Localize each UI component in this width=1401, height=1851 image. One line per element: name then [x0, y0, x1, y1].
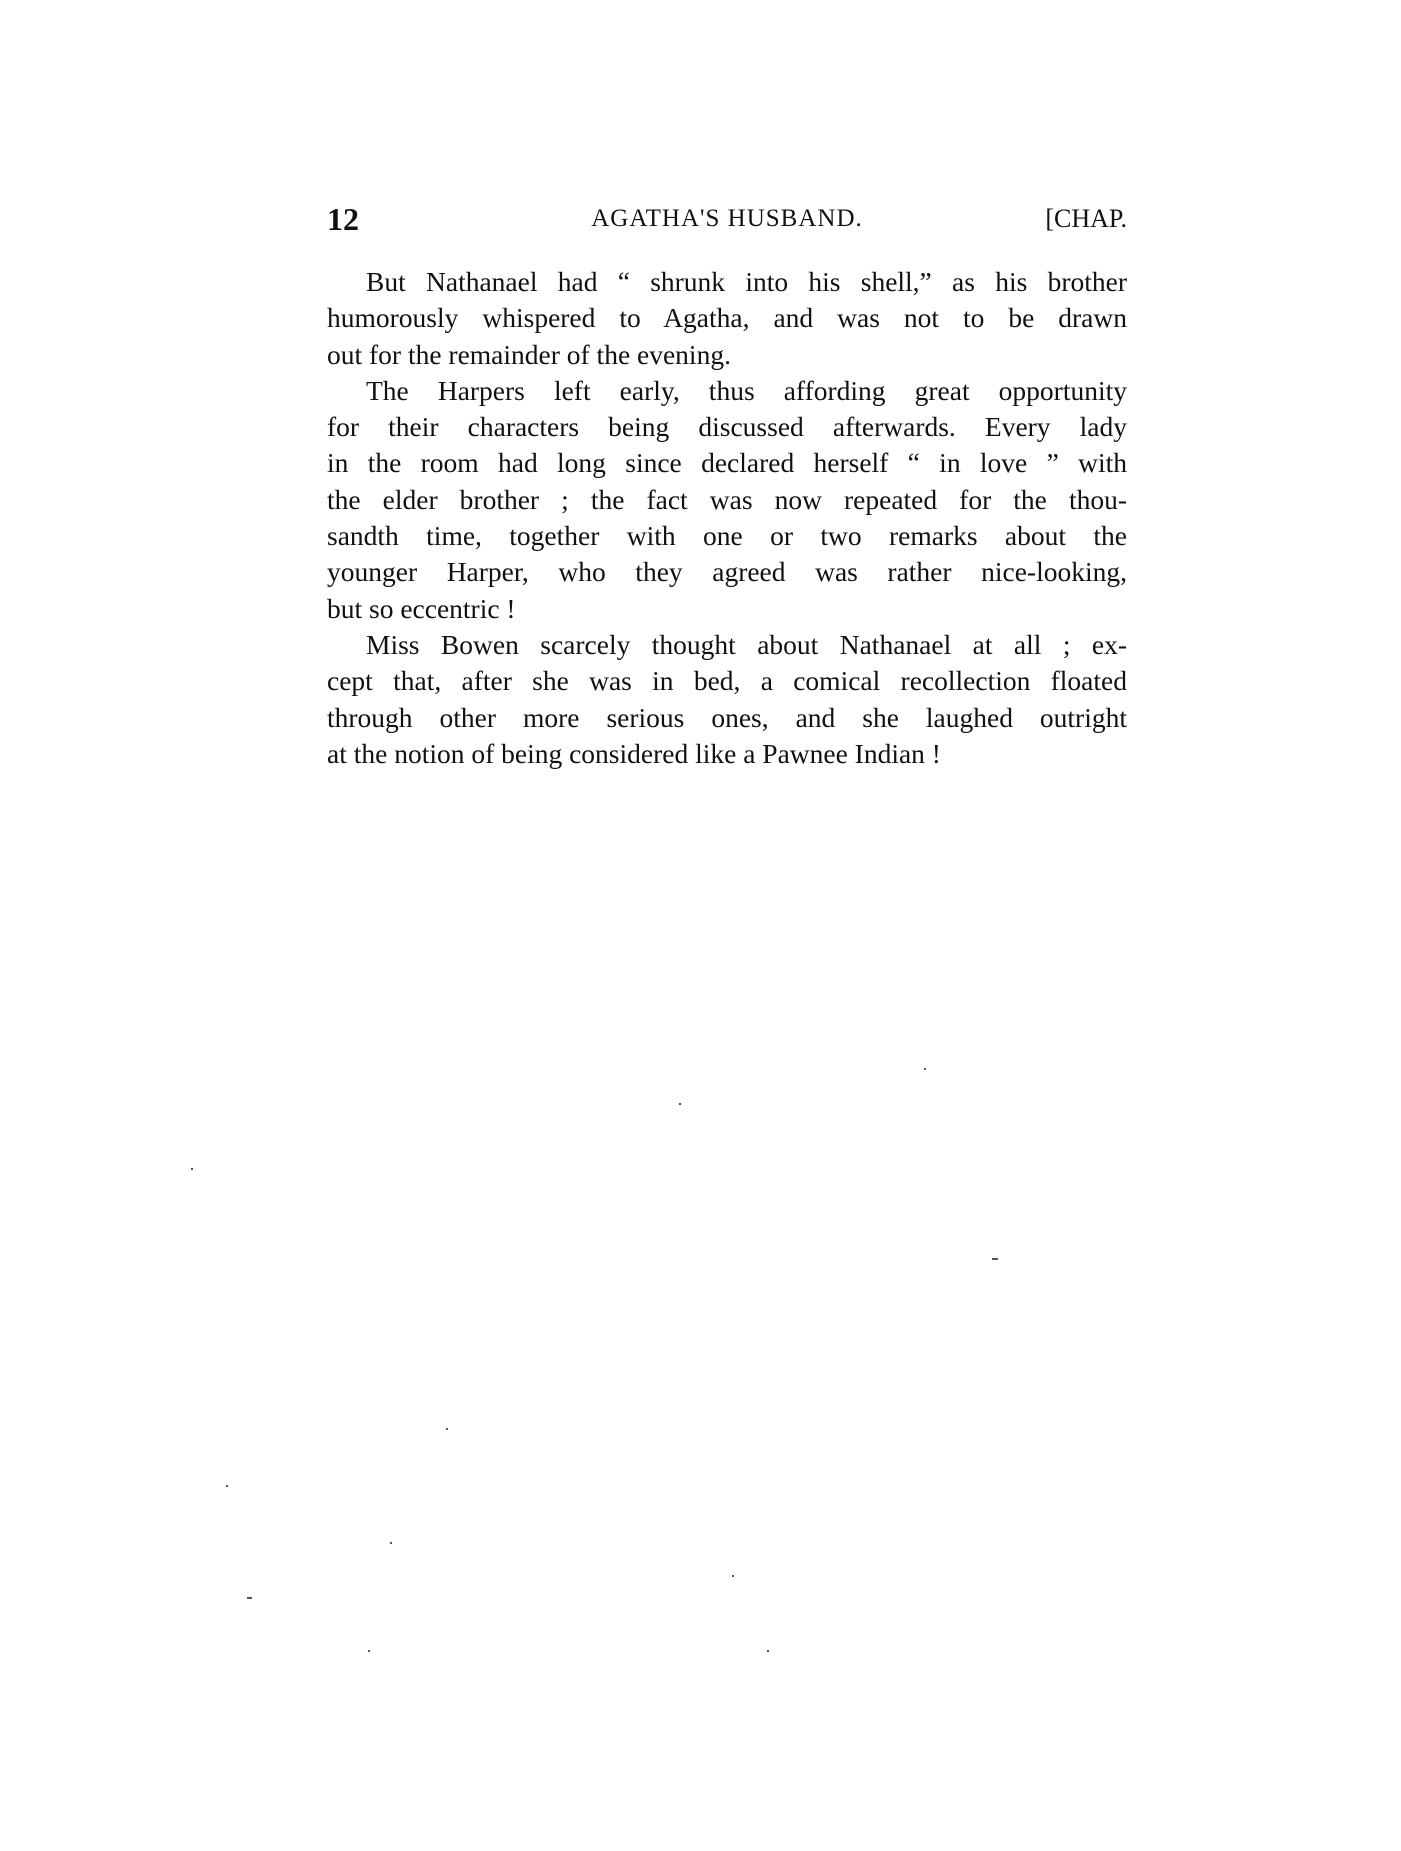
scan-speck	[924, 1068, 926, 1070]
paragraph	[327, 373, 1127, 627]
scan-speck	[390, 1542, 392, 1544]
scan-speck	[992, 1258, 998, 1260]
page-number: 12	[327, 201, 359, 237]
text-line: But Nathanael had “ shrunk into his shell,” as his brother	[366, 266, 1127, 297]
book-page	[327, 196, 1127, 772]
text-line: at the notion of being considered like a Pawnee Indian !	[327, 737, 941, 769]
text-line: through other more serious ones, and she laughed outright	[327, 701, 1127, 733]
text-line: the elder brother ; the fact was now repeated for the thou-	[327, 483, 1127, 515]
scan-speck	[368, 1650, 370, 1652]
text-line: for their characters being discussed afterwards. Every lady	[327, 411, 1127, 443]
paragraph	[327, 264, 1127, 373]
scan-speck	[247, 1597, 252, 1599]
scan-speck	[191, 1168, 193, 1170]
scan-speck	[226, 1485, 228, 1487]
body-text	[327, 264, 1127, 772]
text-line: sandth time, together with one or two remarks about the	[327, 520, 1127, 552]
text-line: but so eccentric !	[327, 592, 516, 624]
text-line: humorously whispered to Agatha, and was not to be drawn	[327, 302, 1127, 334]
running-title: AGATHA'S HUSBAND.	[591, 205, 863, 232]
text-line: younger Harper, who they agreed was rather nice-looking,	[327, 556, 1127, 588]
scan-speck	[767, 1650, 769, 1652]
text-line: Miss Bowen scarcely thought about Nathanael at all ; ex-	[366, 628, 1127, 660]
paragraph	[327, 627, 1127, 772]
text-line: The Harpers left early, thus affording great opportunity	[366, 374, 1127, 406]
text-line: cept that, after she was in bed, a comical recollection floated	[327, 665, 1127, 697]
scan-speck	[679, 1103, 681, 1105]
running-head	[327, 196, 1127, 242]
scan-speck	[732, 1575, 734, 1577]
text-line: out for the remainder of the evening.	[327, 338, 731, 370]
scan-speck	[446, 1428, 448, 1430]
chapter-mark: [CHAP.	[1045, 204, 1127, 233]
text-line: in the room had long since declared herself “ in love ” with	[327, 447, 1127, 479]
